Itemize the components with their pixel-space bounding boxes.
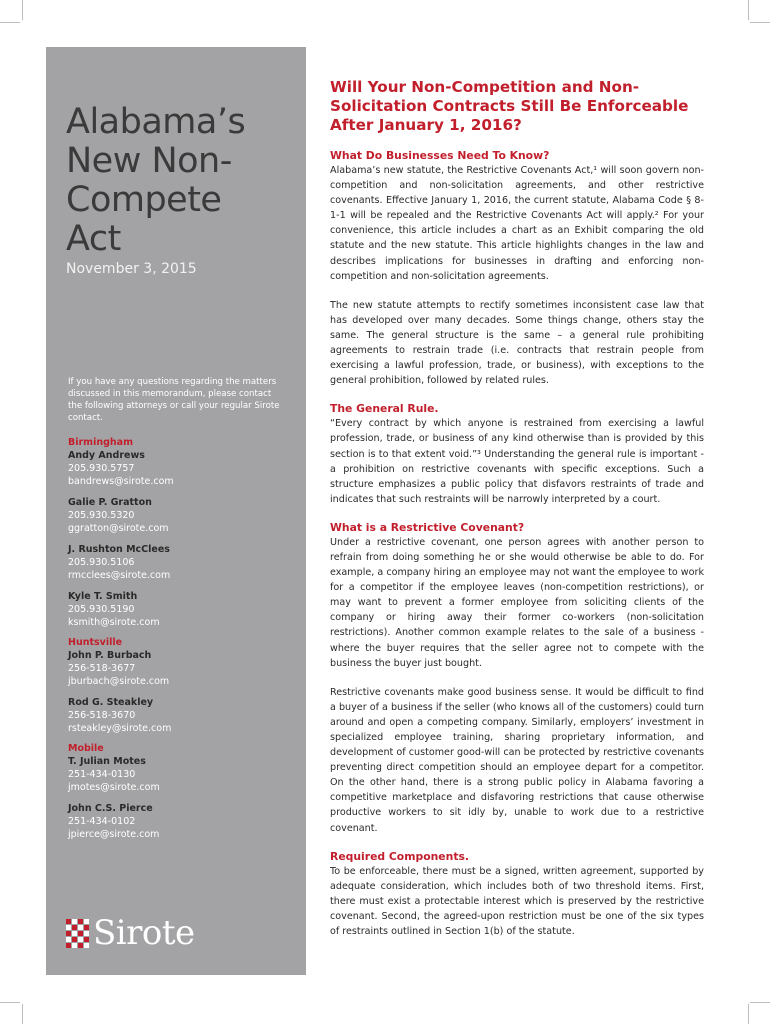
- contact-phone: 251-434-0102: [68, 816, 136, 827]
- contact-person: [68, 649, 288, 688]
- contact-name: John C.S. Pierce: [68, 803, 153, 814]
- contact-email[interactable]: bandrews@sirote.com: [68, 476, 174, 487]
- contact-name: John P. Burbach: [68, 650, 152, 661]
- contact-phone: 251-434-0130: [68, 769, 136, 780]
- contact-person: [68, 755, 288, 794]
- sidebar-title-line: New Non-: [66, 141, 232, 181]
- contact-email[interactable]: ggratton@sirote.com: [68, 523, 169, 534]
- contact-phone: 205.930.5106: [68, 557, 135, 568]
- crop-mark: [748, 0, 749, 20]
- paragraph: To be enforceable, there must be a signed, written agreement, supported by adequate consideration, which includes both of two threshold items. First, there must exist a protectable interest which is preserved by the restrictive covenant. Second, the agreed-upon restriction must be one of the six types of restraints outlined in Section 1(b) of the statute.: [330, 865, 704, 938]
- main-content: [330, 78, 704, 951]
- crop-mark: [750, 22, 770, 23]
- sidebar-title: [66, 103, 301, 259]
- contact-person: [68, 496, 288, 535]
- crop-mark: [748, 1004, 749, 1024]
- sidebar: [46, 47, 306, 975]
- section-heading: What Do Businesses Need To Know?: [330, 149, 550, 162]
- contact-phone: 205.930.5320: [68, 510, 135, 521]
- contact-intro: If you have any questions regarding the matters discussed in this memorandum, please contact the following attorneys or call your regular Sirote contact.: [68, 377, 280, 423]
- crop-mark: [0, 22, 20, 23]
- contact-name: T. Julian Motes: [68, 756, 146, 767]
- contact-person: [68, 543, 288, 582]
- paragraph: “Every contract by which anyone is restrained from exercising a lawful profession, trade, or business of any kind otherwise than is provided by this section is to that extent void.”³ Understanding the general rule is important - a prohibition on restrictive covenants with specific exceptions. Such a structure emphasizes a public policy that disfavors restraints of trade and indicates that such restraints will be narrowly interpreted by a court.: [330, 418, 704, 505]
- logo-text: Sirote: [93, 913, 195, 953]
- crop-mark: [22, 1004, 23, 1024]
- contact-name: Rod G. Steakley: [68, 697, 154, 708]
- paragraph: Alabama’s new statute, the Restrictive Covenants Act,¹ will soon govern non-competition and non-solicitation agreements, and other restrictive covenants. Effective January 1, 2016, the current statute, Alabama Code § 8-1-1 will be repealed and the Restrictive Covenants Act will apply.² For your convenience, this article includes a chart as an Exhibit comparing the old statute and the new statute. This article highlights changes in the law and describes implications for businesses in drafting and enforcing non-competition and non-solicitation agreements.: [330, 165, 704, 282]
- article-headline: Will Your Non-Competition and Non-Solicitation Contracts Still Be Enforceable After January 1, 2016?: [330, 78, 689, 134]
- contact-name: Galie P. Gratton: [68, 497, 152, 508]
- section-heading: Required Components.: [330, 849, 470, 863]
- paragraph: The new statute attempts to rectify sometimes inconsistent case law that has developed over many decades. Some things change, others stay the same. The general structure is the same – a general rule prohibiting agreements to restrain trade (i.e. contracts that restrain people from exercising a lawful profession, trade, or business), with exceptions to the general prohibition, followed by related rules.: [330, 299, 704, 387]
- crop-mark: [22, 0, 23, 20]
- contact-name: Kyle T. Smith: [68, 591, 138, 602]
- logo-mark-icon: [66, 919, 89, 948]
- contact-email[interactable]: rmcclees@sirote.com: [68, 570, 171, 581]
- contact-person: [68, 696, 288, 735]
- contact-email[interactable]: jmotes@sirote.com: [68, 782, 160, 793]
- crop-mark: [750, 1002, 770, 1003]
- office-city: Huntsville: [68, 637, 123, 648]
- contact-phone: 256-518-3670: [68, 710, 136, 721]
- contact-email[interactable]: rsteakley@sirote.com: [68, 723, 172, 734]
- contact-name: J. Rushton McClees: [68, 544, 170, 555]
- contact-email[interactable]: jpierce@sirote.com: [68, 829, 160, 840]
- office-city: Birmingham: [68, 437, 133, 448]
- contact-name: Andy Andrews: [68, 450, 145, 461]
- contact-person: [68, 449, 288, 488]
- contact-phone: 256-518-3677: [68, 663, 136, 674]
- section-heading: The General Rule.: [330, 402, 439, 416]
- contact-phone: 205.930.5757: [68, 463, 135, 474]
- contact-list: [68, 433, 288, 849]
- office-city: Mobile: [68, 743, 104, 754]
- sidebar-title-line: Alabama’s: [66, 102, 246, 142]
- contact-email[interactable]: jburbach@sirote.com: [68, 676, 170, 687]
- sidebar-title-line: Compete: [66, 180, 222, 220]
- contact-phone: 205.930.5190: [68, 604, 135, 615]
- paragraph: Restrictive covenants make good business sense. It would be difficult to find a buyer of a business if the seller (who knows all of the customers) could turn around and open a competing company. Similarly, employers’ investment in specialized employee training, sharing proprietary information, and development of customer good-will can be protected by restrictive covenants preventing direct competition should an employee depart for a competitor. On the other hand, there is a strong public policy in Alabama favoring a competitive marketplace and disfavoring restrictions that cause otherwise productive workers to sit idly by, unable to work due to a restrictive covenant.: [330, 686, 704, 834]
- contact-person: [68, 802, 288, 841]
- sirote-logo: [66, 913, 195, 953]
- sidebar-title-line: Act: [66, 219, 121, 259]
- contact-email[interactable]: ksmith@sirote.com: [68, 617, 160, 628]
- contact-person: [68, 590, 288, 629]
- paragraph: Under a restrictive covenant, one person agrees with another person to refrain from doing something he or she would otherwise be able to do. For example, a company hiring an employee may not want the employee to work for a competitor if the employee leaves (non-competition restrictions), or may want to prevent a former employee from soliciting clients of the company or hiring away their former co-workers (non-solicitation restrictions). Another common example relates to the sale of a business - where the buyer requires that the seller agree not to compete with the business the buyer just bought.: [330, 536, 705, 669]
- section-heading: What is a Restrictive Covenant?: [330, 520, 525, 534]
- sidebar-date: November 3, 2015: [66, 261, 197, 277]
- crop-mark: [0, 1002, 20, 1003]
